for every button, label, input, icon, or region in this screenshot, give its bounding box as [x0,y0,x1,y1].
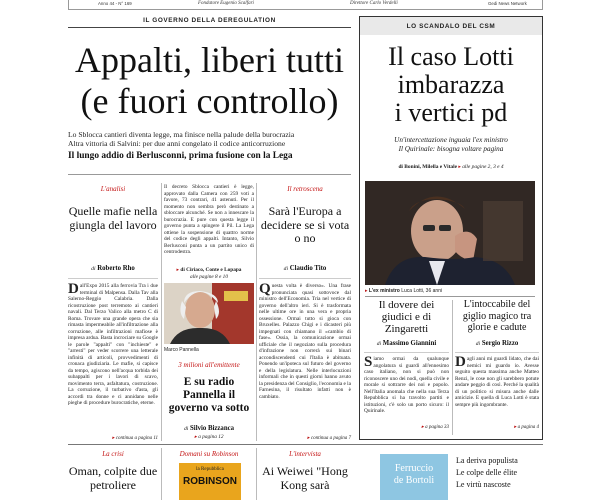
crisi-title[interactable]: Oman, colpite due petroliere [68,464,158,492]
analisi-title[interactable]: Quelle mafie nella giungla del lavoro [68,204,158,232]
robinson-brand: la Repubblica [196,467,224,472]
csm-headline-line-3[interactable]: i vertici pd [394,98,508,127]
rizzo-author-prefix: di [475,341,481,347]
csm-summary-2: Il Quirinale: bisogna voltare pagina [398,145,504,153]
retroscena-continue[interactable]: ▸ continua a pagina 7 [307,436,351,441]
analisi-author: Roberto Rho [97,265,135,272]
retroscena-byline [259,265,351,272]
director-credit: Direttore Carlo Verdelli [350,1,398,6]
retroscena-label: Il retroscena [287,185,323,193]
retroscena-body: Questa volta è diverso». Una frase pronunciata quasi sottovoce dal ministro dell'Economia. Tria nel vertice di governo dell'altro ieri. Si è trasformata nelle ultime ore in una vera e propria ossessione. Ormai tutto si gioca con Bruxelles. Palazzo Chigi e i dicasteri più impegnati con chiamano il «cambio di fase». Ossia, la comunicazione ormai ufficiale che il negoziato sulla procedura d'infrazione non correrà sui binari accondiscendenti cui l'Italia è abituata. Ponendo un'ipoteca sul futuro del governo e della legislatura. Nelle interlocuzioni informali che in questi giorni hanno avuto la presidenza del Consiglio, l'economia e la Farnesina, il risultato infatti non è cambiato. [259,283,351,400]
middle-author: Silvio Bizzanca [190,425,235,432]
middle-author-page[interactable]: ▸ a pagina 12 [194,434,224,440]
retroscena-author: Claudio Tito [289,265,327,272]
pannella-caption: Marco Pannella [164,347,199,353]
analisi-label: L'analisi [100,185,126,193]
csm-headline-line-2[interactable]: imbarazza [397,70,505,99]
crisi-label: La crisi [102,450,124,458]
middle-byline-line: ▸ di Ciriaco, Conte e Lopapa [176,267,242,273]
rizzo-byline [455,340,539,347]
lotti-caption-text: Luca Lotti, 36 anni [401,288,443,294]
rizzo-title[interactable]: L'intoccabile del giglio magico tra glorie e cadute [462,299,532,333]
analisi-continue[interactable]: ▸ continua a pagina 11 [111,436,158,441]
intervista-label: L'intervista [289,450,321,458]
promo-line-2: Le colpe delle élite [456,468,518,477]
masthead-bar [0,0,611,11]
middle-author-line [164,425,254,432]
intervista-title[interactable]: Ai Weiwei "Hong Kong sarà [262,464,348,492]
publisher-credit: Gedi News Network [488,1,527,6]
main-headline-line-1[interactable]: Appalti, liberi tutti [75,40,344,80]
giannini-author: Massimo Giannini [382,340,437,347]
csm-byline-line: di Bonini, Milella e Vitale ▸ alle pagine 2, 3 e 4 [398,164,504,170]
book-promo-lines [452,454,543,500]
book-author-2: de Bortoli [393,475,435,486]
csm-summary-1: Un'intercettazione inguaia l'ex ministro [394,136,508,144]
promo-line-1: La deriva populista [456,456,518,465]
giannini-continue[interactable]: ▸ a pagina 33 [421,425,449,430]
robinson-logo: ROBINSON [183,476,237,487]
middle-author-prefix: di [183,426,189,432]
csm-headline-line-1[interactable]: Il caso Lotti [388,42,514,71]
book-cover[interactable] [380,454,448,500]
lotti-caption: ▸ L'ex ministro Luca Lotti, 36 anni [365,288,443,294]
pannella-photo [164,283,254,344]
main-kicker: IL GOVERNO DELLA DEREGULATION [143,17,276,24]
middle-title[interactable]: E su radio Pannella il governo va sotto [168,376,250,414]
retroscena-title[interactable]: Sarà l'Europa a decidere se si vota o no [260,204,350,245]
robinson-promo[interactable] [179,463,241,500]
middle-byline: di Ciriaco, Conte e Lopapa [180,267,242,273]
book-author-1: Ferruccio [394,463,434,474]
analisi-body: Dall'Expo 2015 alla ferrovia Tra i due terminal di Malpensa. Dalla Tav alla Salerno-Reggio Calabria. Dalla ricostruzione post terremoto ai cantieri navali. Dal Terzo Valico alla metro C di Roma. Trovare una grande opera che sia rimasta impermeabile all'infiltrazione alla corruzione, alle infiltrazioni mafiose è impresa ardua. Basta incrociare su Google le parole "appalti" con "inchieste" e "arresti" per veder scorrere una letterale infinità di articoli, provvedimenti di cronaca giudiziaria. Le mafie, si capisce da tempo, agiscono nell'acqua torbida dei subappalti per i lavori di scavo, movimento terra, asfaltatura, costruzione. La corruzione, il turbativo d'asta, gli accordi tra donne e ci annidano nelle pieghe di procedure burocratiche, eterne. [68,283,158,406]
middle-kicker: 3 milioni all'emittente [178,361,240,369]
analisi-byline [68,265,158,272]
csm-kicker: LO SCANDALO DEL CSM [406,23,496,30]
main-summary-1: Lo Sblocca cantieri diventa legge, ma finisce nella palude della burocrazia [68,130,295,139]
lotti-photo [365,181,535,285]
rizzo-continue[interactable]: ▸ a pagina 4 [513,425,539,430]
giannini-byline [364,340,449,347]
main-summary-2: Altra vittoria di Salvini: per due anni congelato il codice anticorruzione [68,139,286,148]
csm-byline: di Bonini, Milella e Vitale [398,164,457,170]
middle-byline-page[interactable]: alle pagine 8 e 10 [190,274,228,280]
main-headline-line-2[interactable]: (e fuori controllo) [80,81,339,121]
main-subhead[interactable]: Il lungo addio di Berlusconni, prima fusione con la Lega [68,151,293,161]
lotti-caption-label: L'ex ministro [368,288,400,294]
giannini-body: Siamo ormai da qualunque angolatura si guardi all'ennesimo caso italiano, non si può non riconoscere uno dei nodi, quella civile e morale si sottrarre dei noi e popolo. Nell'Italia anomala che nella sua Terza Repubblica si ha travolto partiti e istituzioni, c'è solo un porto sicuro: il Quirinale. [364,356,449,414]
retroscena-author-prefix: di [283,266,289,272]
masthead-box [68,0,543,10]
giannini-author-prefix: di [376,341,382,347]
issue-number: Anno 44 - N° 169 [98,1,132,6]
robinson-label: Domani su Robinson [179,450,239,458]
founder-credit: Fondatore Eugenio Scalfari [198,1,254,6]
csm-byline-page[interactable]: alle pagine 2, 3 e 4 [462,164,504,170]
rizzo-author: Sergio Rizzo [481,340,519,347]
rizzo-body: Dagli anni mi guardi lidato, che dai nemici mi guardo io. Avesse seguito questa massima anche Matteo Renzi, le cose non gli sarebbero potute andare peggio di così. Perché la qualità di un politico si misura anche dalle amicizie. E quella di Luca Lotti è stata sempre più ingombrante. [455,356,539,408]
giannini-title[interactable]: Il dovere dei giudici e di Zingaretti [378,299,435,335]
analisi-author-prefix: di [91,266,96,272]
promo-line-3: Le virtù nascoste [456,480,511,489]
middle-body: Il decreto Sblocca cantieri è legge, approvato dalla Camera con 259 voti a favore, 73 contrari, 41 astenuti. Per il momento non sembra però destinato a sbloccare alcunché. Se non a innescare la burocrazia. E pure con questa legge il governo punta a spingere il Pil. La Lega ottiene la sospensione di quattro norme del codice degli appalti. Intanto, Silvio Berlusconi punta a un partito unico di centrodestra. [164,184,254,255]
